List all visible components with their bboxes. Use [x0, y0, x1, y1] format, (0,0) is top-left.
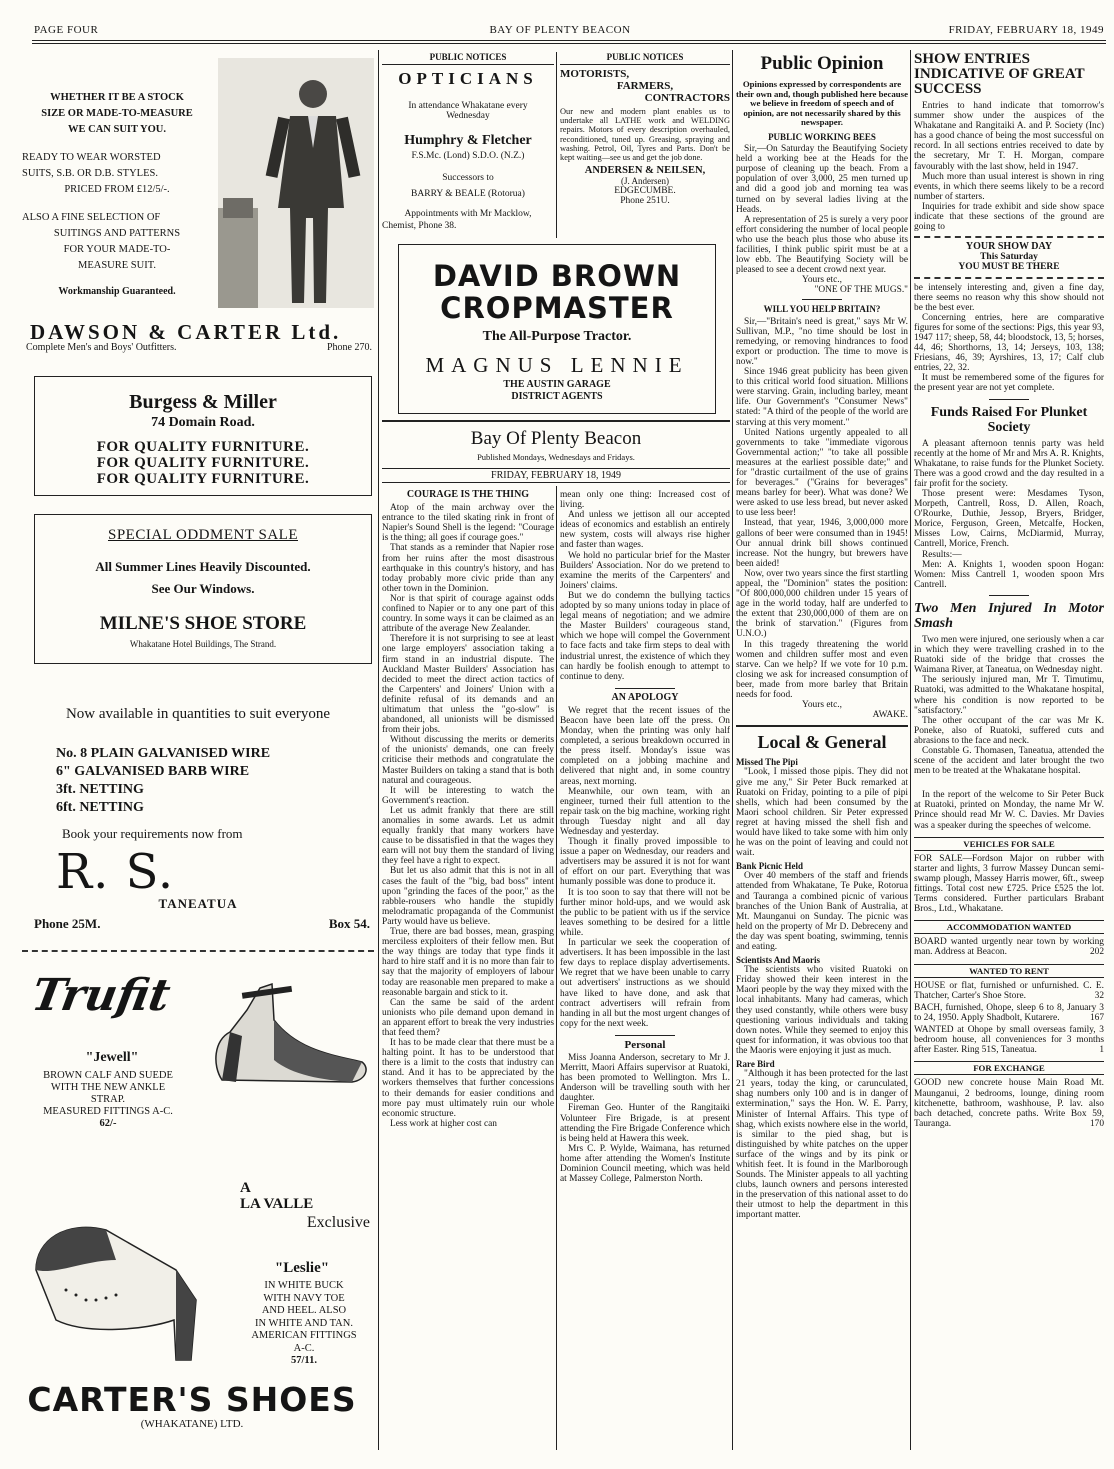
ad-line: IN WHITE AND TAN. [255, 1317, 353, 1329]
masthead-rule [32, 40, 1106, 41]
classified-text: HOUSE or flat, furnished or unfurnished. C. E. Thatcher, Carter's Shoe Store. [914, 980, 1104, 1001]
right-column [914, 52, 1104, 1450]
leslie-name: "Leslie" [274, 1260, 330, 1276]
editorial-continued [560, 490, 730, 1450]
ad-line: SUITS, S.B. OR D.B. STYLES. [22, 168, 158, 179]
paragraph: It must be remembered some of the figures for the present year are not yet complete. [914, 373, 1104, 394]
paragraph: Now, over two years since the first startling appeal, the "Dominion" states the position: "Of 800,000,000 children under 15 years of age in the world today, half are underfed to the extent that 230,000,000 of them are on the brink of starvation." (Figures from U.N.O.) [736, 568, 908, 640]
ricketts-ad [22, 700, 374, 945]
beacon-editorial-masthead [382, 420, 730, 486]
paragraph: That stands as a reminder that Napier rose from her ruins after the most disastrous earthquake in this country's history, and has today probably more civic pride than any other town in the Dominion. [382, 543, 554, 594]
paragraph: Can the same be said of the ardent unionists who pile demand upon demand in an apparent effort to break the very industries that feed them? [382, 997, 554, 1038]
divider [615, 1035, 675, 1036]
classified-text: BOARD wanted urgently near town by working man. Address at Beacon. [914, 937, 1104, 958]
paragraph: We hold no particular brief for the Master Builders' Association. Nor do we pretend to examine the merits of the Carpenters' and Joiners' claims. [560, 550, 730, 591]
ricketts-box: Box 54. [328, 916, 370, 931]
burgess-slogan: FOR QUALITY FURNITURE. [96, 439, 310, 455]
lavalle-exclusive: Exclusive [306, 1214, 370, 1231]
classified-ad: FOR SALE—Fordson Major on rubber with starter and lights, 3 furrow Massey Duncan semi-swamp plough, Massey Harris mower, 6ft., sweep fittings. Total cost new £725. Price £525 the lot. Terms considered. Further particulars Brabant Bros., Ltd., Whakatane. [914, 853, 1104, 915]
ad-line: 57/11. [291, 1355, 317, 1366]
lavalle-a: A [240, 1180, 251, 1196]
ad-line: CONTRACTORS [644, 92, 730, 104]
paragraph: Miss Joanna Anderson, secretary to Mr J. Merritt, Maori Affairs supervisor at Ruatoki, has been promoted to Wellington. Mrs L. Anderson will be travelling south with her daughter. [560, 1052, 730, 1104]
ad-line: A-C. [293, 1342, 315, 1354]
paragraph: The seriously injured man, Mr T. Timutimu, Ruatoki, was admitted to the Whakatane hospital, where his condition is now reported to be "satisfactory." [914, 675, 1104, 716]
ad-line: EDGECUMBE. [614, 186, 676, 197]
paragraph: Those present were: Mesdames Tyson, Morpeth, Cantrell, Ross, D. Allen, Roach, O'Rourke, Duthie, Jessop, Bryers, Bridger, Morice, Ferguson, Green, Metcalfe, Hocken, Misses Low, Cairns, McDiarmid, Murray, Cantrell, Morice, French. [914, 489, 1104, 550]
milnes-shoe-store-ad [34, 514, 372, 664]
ad-line: WE CAN SUIT YOU. [67, 124, 167, 135]
classified-number: 167 [1089, 1012, 1104, 1023]
classified-number: 32 [1094, 990, 1104, 1001]
classified-text: GOOD new concrete house Main Road Mt. Maunganui, 2 bedrooms, lounge, dining room kitchenette, bathroom, washhouse, P. lav. also bach detached, concrete paths. Write Box 59, Tauranga. [914, 1078, 1104, 1129]
paragraph: It has to be made clear that there must be a halting point. It has to be understood that there is a limit to the costs that industry can stand. And it has to be appreciated by the workers themselves that further concessions to their demands for easier conditions and more pay must ultimately ruin our whole economic structure. [382, 1038, 554, 1119]
classified-ad [914, 937, 1104, 957]
motorists-body: Our new and modern plant enables us to undertake all LATHE work and WELDING repairs. Motors of every description overhauled, reconditioned, tuned up. Greasing, spraying and washing. Petrol, Oil, Tyres and Parts. Don't be kept waiting—see us and get the job done. [560, 107, 730, 163]
paragraph: In the report of the welcome to Sir Peter Buck at Ruatoki, printed on Monday, the name Mr W. Prince should read Mr W. C. Davies. Mr Davies was a speaker during the speeches of welcome. [914, 790, 1104, 831]
paragraph: Men: A. Knights 1, wooden spoon Hogan: Women: Miss Cantrell 1, wooden spoon Mrs Cantrell. [914, 559, 1104, 590]
ad-line: Appointments with Mr Macklow, [404, 209, 532, 219]
leslie-copy [230, 1280, 376, 1380]
ad-line: MEASURED FITTINGS A-C. [43, 1106, 173, 1117]
paragraph: A pleasant afternoon tennis party was held recently at the home of Mr and Mrs A. R. Knights, Whakatane, to raise funds for the Plunket Society. There was a good crowd and the day resulted in a fair profit for the society. [914, 438, 1104, 489]
paragraph: It is too soon to say that there will not be further minor hold-ups, and we would ask the public to be patient with us if the service leaves something to be desired for a little while. [560, 887, 730, 938]
ad-line: THE AUSTIN GARAGE [503, 379, 611, 390]
paragraph: But let us also admit that this is not in all cases the fault of the "big, bad boss" intent upon "grinding the faces of the poor," as the rabble-rousers who handle the stupidly melodramatic propaganda of the Communist Party would have us believe. [382, 866, 554, 927]
ad-line: 62/- [99, 1118, 117, 1129]
paragraph: A representation of 25 is surely a very poor effort considering the number of local people who use the beach plus those who abuse its facilities, I think public spirit must be at a low ebb. The Beautifying Society will be pleased to see a decent crowd next year. [736, 214, 908, 276]
paragraph: United Nations urgently appealed to all governments to take "immediate vigorous Governmental action;" "to take all possible measures at the earliest possible date;" and for "drastic curtailment of the use of grains for beverages." ("Grains for beverages" means barley for beer). What was done? We were asked to use less bread, but never asked to use less beer! [736, 427, 908, 519]
paragraph: Constable G. Thomasen, Taneatua, attended the scene of the accident and later brought the two men to be treated at the Whakatane hospital. [914, 745, 1104, 777]
milnes-address: Whakatane Hotel Buildings, The Strand. [129, 639, 277, 649]
column-rule [556, 486, 557, 1450]
ricketts-item: No. 8 PLAIN GALVANISED WIRE [56, 746, 271, 761]
ad-line: DISTRICT AGENTS [511, 391, 603, 402]
paragraph: In this tragedy threatening the world women and children suffer most and even starve. Can we help? If we vote for 10 p.m. closing we ask for increased consumption of beer, made from more barley that Britain needs for food. [736, 639, 908, 701]
ad-line: (J. Andersen) [621, 176, 669, 187]
masthead-rule-2 [32, 43, 1106, 44]
classified-number: 1 [1099, 1045, 1104, 1056]
carters-name: CARTER'S SHOES [27, 1380, 357, 1419]
ricketts-item: 3ft. NETTING [56, 782, 144, 797]
paragraph: Less work at higher cost can [390, 1118, 497, 1129]
ad-line: SIZE OR MADE-TO-MEASURE [41, 108, 193, 119]
ad-line: BROWN CALF AND SUEDE [43, 1070, 173, 1081]
paragraph: Two men were injured, one seriously when a car in which they were travelling crashed in to the Ruatoki side of the bridge that crosses the Waimana River, at Taneatua, on Wednesday night. [914, 634, 1104, 676]
divider [736, 725, 908, 727]
optician-firm: Humphry & Fletcher [404, 133, 532, 148]
dawson-name: DAWSON & CARTER Ltd. [30, 320, 342, 344]
beacon-title: Bay Of Plenty Beacon [470, 428, 642, 449]
paragraph: Meanwhile, our own team, with an engineer, turned their full attention to the repair task on the big machine, working right through Tuesday night and all day Wednesday and yesterday. [560, 786, 730, 837]
classified-text: WANTED at Ohope by small overseas family, 3 bedroom house, all conveniences for 3 months after Easter. Ring 51S, Taneatua. [914, 1025, 1104, 1056]
cropmaster-tagline: The All-Purpose Tractor. [482, 329, 632, 344]
classified-ad [914, 1003, 1104, 1023]
public-notices-header: PUBLIC NOTICES [560, 52, 730, 65]
man-in-suit-illustration [218, 58, 374, 308]
ricketts-name: R. S. [56, 844, 175, 900]
column-rule [910, 50, 911, 1450]
burgess-name: Burgess & Miller [129, 391, 277, 413]
paragraph: Much more than usual interest is shown in ring events, in which there seems likely to be a record number of starters. [914, 171, 1104, 202]
divider [989, 399, 1029, 400]
ad-line: SUITINGS AND PATTERNS [53, 228, 181, 239]
milnes-line: See Our Windows. [151, 581, 255, 596]
ad-line: WITH NAVY TOE [263, 1292, 345, 1304]
paragraph: Let us admit frankly that there are still anomalies in some awards. Let us admit equally frankly that many workers have cause to be dissatisfied in that the wages they earn will not buy them the standard of living they feel have a right to expect. [382, 805, 554, 867]
page-number: PAGE FOUR [34, 24, 99, 36]
classified-ad [914, 1078, 1104, 1128]
carters-shoes-ad [12, 960, 376, 1450]
ad-line: Workmanship Guaranteed. [58, 286, 176, 297]
david-brown-cropmaster-ad [398, 244, 716, 414]
article-heading: WILL YOU HELP BRITAIN? [763, 304, 881, 315]
editorial-courage [382, 490, 554, 1450]
paragraph: Over 40 members of the staff and friends attended from Whakatane, Te Puke, Rotorua and Tauranga a combined picnic of various branches of the Union Bank of Australia, at Mt. Maunganui on Sunday. The picnic was held on the property of Mr D. Debreceny and the day was spent boating, swimming, tennis and eating. [736, 871, 908, 952]
milnes-name: MILNE'S SHOE STORE [99, 613, 307, 634]
cropmaster-line: CROPMASTER [440, 291, 674, 325]
paragraph: We regret that the recent issues of the Beacon have been late off the press. On Monday, when the printing was only half completed, a serious breakdown occurred in the press itself. Monday's issue was completed on a jobbing machine and delivered that night and, in some country areas, next morning. [560, 705, 730, 787]
ad-line: F.S.Mc. (Lond) S.D.O. (N.Z.) [411, 151, 525, 161]
column-rule [732, 50, 733, 1450]
classified-number: 170 [1089, 1118, 1104, 1129]
paragraph: The other occupant of the car was Mr K. Poneke, also of Ruatoki, suffered cuts and abrasions to the face and neck. [914, 715, 1104, 746]
article-heading: AN APOLOGY [611, 691, 679, 703]
ad-line: WHETHER IT BE A STOCK [50, 92, 184, 103]
section-heading: Public Opinion [760, 53, 884, 74]
divider [802, 299, 842, 300]
lavalle-name: LA VALLE [240, 1196, 314, 1212]
jewell-copy [18, 1070, 198, 1144]
trufit-logo: Trufit [27, 970, 174, 1021]
paragraph: Mrs C. P. Wylde, Waimana, has returned home after attending the Women's Institute Dominion Council meeting, which was held at Massey College, Palmerston North. [560, 1143, 730, 1185]
paragraph: But we do condemn the bullying tactics adopted by so many unions today in place of legal means of negotiation; and we admire the Master Builders' courageous stand, which we hope will compel the Government to face facts and take firm steps to deal with industrial unrest, the existence of which they can hardly be foolish enough to attempt to continue to deny. [560, 590, 730, 682]
jewell-name: "Jewell" [85, 1050, 139, 1065]
column-rule [378, 50, 379, 1450]
paragraph: The scientists who visited Ruatoki on Friday showed their keen interest in the Maori people by the way they mixed with the local inhabitants. Many had cameras, which they used constantly, while others were busy questioning various individuals and taking down notes. While they seemed to enjoy this quest for information, it was obvious too that the Maoris were enjoying it just as much. [736, 965, 908, 1056]
ad-line: MOTORISTS, [560, 68, 630, 80]
ad-line: PRICED FROM £12/5/-. [64, 184, 170, 195]
ad-line: STRAP. [90, 1094, 126, 1105]
show-box-line: YOUR SHOW DAY [965, 241, 1053, 253]
signoff: AWAKE. [872, 710, 908, 721]
article-heading: Personal [624, 1038, 666, 1051]
ad-line: BARRY & BEALE (Rotorua) [411, 189, 525, 199]
ad-line: WITH THE NEW ANKLE [50, 1082, 166, 1093]
milnes-title: SPECIAL ODDMENT SALE [107, 527, 298, 543]
paragraph: And unless we jettison all our accepted ideas of economics and establish an entirely new system, costs will always rise higher and faster than wages. [560, 510, 730, 551]
ricketts-headline: Now available in quantities to suit everyone [65, 706, 331, 722]
paragraph: Without discussing the merits or demerits of the unionists' demands, one can freely criticise their methods and congratulate the Master Builders on taking a stand that is both natural and courageous. [382, 735, 554, 786]
ricketts-town: TANEATUA [158, 896, 238, 911]
ad-line: IN WHITE BUCK [264, 1280, 344, 1291]
section-heading: SHOW ENTRIES INDICATIVE OF GREAT SUCCESS [914, 52, 1085, 97]
classified-text: BACH, furnished, Ohope, sleep 6 to 8, January 3 to 24, 1950. Apply Shadbolt, Kutarere. [914, 1002, 1104, 1023]
article-heading: PUBLIC WORKING BEES [768, 131, 876, 142]
paragraph: True, there are bad bosses, mean, grasping merciless exploiters of their fellow men. But the way things are today that type finds it hard to hire staff and it is no more than fair to say that the majority of employers of labour today are reasonable men prepared to make a reasonable bargain and stick to it. [382, 927, 554, 998]
dawson-carter-ad [22, 58, 374, 358]
ad-line: AMERICAN FITTINGS [251, 1330, 357, 1341]
ad-line: Wednesday [446, 111, 490, 121]
carters-sub: (WHAKATANE) LTD. [140, 1418, 244, 1430]
ricketts-book: Book your requirements now from [62, 826, 243, 841]
classified-heading: FOR EXCHANGE [914, 1061, 1104, 1075]
classified-ad [914, 1025, 1104, 1055]
signoff: Yours etc., [802, 275, 842, 286]
section-heading: Local & General [757, 732, 887, 753]
paragraph: In particular we seek the cooperation of advertisers. It has been impossible in the last few days to replace display advertisements. We regret that we have been unable to carry out advertisers' instructions as we should have liked to have done, and ask that contract advertisers will refrain from handing in all but the most urgent changes of copy for the next week. [560, 938, 730, 1029]
paragraph: Sir,—"Britain's need is great," says Mr W. Sullivan, M.P., "no time should be lost in remedying, or removing hindrances to food export or production. The time to move is now." [736, 316, 908, 367]
beacon-sub: Published Mondays, Wednesdays and Fridays. [477, 452, 635, 462]
paragraph: Atop of the main archway over the entrance to the tiled skating rink in front of Napier's Sound Shell is the legend: "Courage is the thing; all goes if courage goes." [382, 503, 554, 544]
burgess-slogan: FOR QUALITY FURNITURE. [96, 471, 310, 487]
column-rule [556, 52, 557, 238]
ad-line: Phone 251U. [620, 196, 670, 207]
ad-line: Chemist, Phone 38. [382, 221, 457, 231]
paragraph: "Look, I missed those pipis. They did not give me any," Sir Peter Buck remarked at Ruatoki on Friday, pointing to a pile of pipi shells, which had been consumed by the Maori school children. Sir Peter expressed regret at having missed the shell fish and would have liked to take some with him only he was on the point of leaving and could not wait. [736, 767, 908, 859]
paragraph: Results:— [922, 549, 962, 560]
ad-line: READY TO WEAR WORSTED [22, 152, 161, 163]
paragraph: Since 1946 great publicity has been given to this critical world food situation. Millions were starving. Grain, including barley, meant life. Our Government's "Consumer News" stated: "A third of the people of the world are starving at this very moment." [736, 367, 908, 428]
ad-line: FARMERS, [616, 80, 674, 92]
public-opinion-column [736, 52, 908, 1450]
paragraph: Instead, that year, 1946, 3,000,000 more gallons of beer were consumed than in 1945! Our annual drink bill shows continued increase. Not the hungry, but brewers have been aided! [736, 518, 908, 569]
paragraph: Fireman Geo. Hunter of the Rangitaiki Volunteer Fire Brigade, is at present attending the Fire Brigade Conference which is being held at Hawera this week. [560, 1103, 730, 1144]
article-heading: Scientists And Maoris [736, 955, 821, 966]
ad-line: AND HEEL. ALSO [261, 1305, 347, 1316]
show-box-line: This Saturday [980, 252, 1038, 263]
ricketts-phone: Phone 25M. [34, 916, 101, 931]
article-heading: Rare Bird [736, 1059, 775, 1070]
paragraph: Nor is that spirit of courage against odds confined to Napier or to any one part of this country. In some ways it can be claimed as an attribute of the average New Zealander. [382, 593, 554, 635]
motorists-notice [560, 52, 730, 242]
jewell-shoe-illustration [202, 970, 372, 1090]
divider [615, 688, 675, 689]
classified-number: 202 [1089, 947, 1104, 958]
cropmaster-line: DAVID BROWN [432, 259, 682, 291]
classified-heading: WANTED TO RENT [914, 964, 1104, 978]
ad-line: ANDERSEN & NEILSEN, [584, 165, 706, 177]
divider [989, 595, 1029, 596]
article-heading: COURAGE IS THE THING [406, 490, 530, 500]
article-heading: Bank Picnic Held [736, 861, 804, 872]
paragraph: It will be interesting to watch the Government's reaction. [382, 785, 554, 806]
ad-line: FOR YOUR MADE-TO- [63, 244, 171, 255]
ricketts-item: 6" GALVANISED BARB WIRE [56, 764, 250, 779]
classified-ad [914, 981, 1104, 1001]
paragraph: be intensely interesting and, given a fine day, there seems no reason why this show should not be the best ever. [914, 282, 1104, 313]
paragraph: Though it finally proved impossible to issue a paper on Wednesday, our readers and advertisers may be assured it is not for want of effort on our part. Everything that was humanly possible was done to produce it. [560, 837, 730, 888]
opticians-title: OPTICIANS [398, 69, 538, 88]
classified-heading: ACCOMMODATION WANTED [914, 920, 1104, 934]
show-day-box [914, 236, 1104, 278]
signoff: "ONE OF THE MUGS." [814, 285, 908, 296]
burgess-address: 74 Domain Road. [151, 415, 255, 430]
ad-line: Successors to [442, 173, 494, 183]
show-box-line: YOU MUST BE THERE [958, 262, 1060, 273]
ad-line: MEASURE SUIT. [78, 260, 156, 271]
article-heading: Missed The Pipi [736, 757, 798, 768]
paragraph: Inquiries for trade exhibit and side show space indicate that these sections of the ground are going to [914, 201, 1104, 233]
paragraph: "Although it has been protected for the last 21 years, today the king, or carunculated, shag numbers only 100 and is in danger of extermination," says the Hon. W. E. Parry, Minister of Internal Affairs. This type of shag, which exists nowhere else in the world, is similar to the pied shag, but is distinguished by white patches on the upper surface of the wings and by its pink or whitish feet. It is found in the Marlborough Sounds. The Minister appeals to all yachting clubs, launch owners and persons interested in the preservation of this national asset to do their utmost to help the department in this important matter. [736, 1069, 908, 1221]
beacon-date: FRIDAY, FEBRUARY 18, 1949 [382, 468, 730, 483]
leslie-shoe-illustration [26, 1150, 226, 1370]
classified-heading: VEHICLES FOR SALE [914, 837, 1104, 851]
article-heading: Funds Raised For Plunket Society [930, 404, 1088, 435]
burgess-slogan: FOR QUALITY FURNITURE. [96, 455, 310, 471]
opinion-note: Opinions expressed by correspondents are their own and, though published here because we believe in freedom of speech and of opinion, are not necessarily shared by this newspaper. [736, 79, 908, 128]
article-heading: Two Men Injured In Motor Smash [914, 600, 1104, 631]
paragraph: mean only one thing: Increased cost of living. [560, 490, 730, 511]
burgess-miller-ad [34, 376, 372, 496]
public-notices-header: PUBLIC NOTICES [382, 52, 554, 65]
divider [22, 950, 374, 952]
milnes-line: All Summer Lines Heavily Discounted. [95, 559, 311, 574]
paragraph: Entries to hand indicate that tomorrow's summer show under the auspices of the Whakatane and Rangitaiki A. and P. Society (Inc) has a good chance of being the most successful on record. In all sections entries received to date by the secretary, Mr T. H. Morgan, compare favourably with the last show, held in 1947. [914, 101, 1104, 172]
dawson-phone: Phone 270. [327, 342, 372, 353]
signoff: Yours etc., [802, 700, 842, 711]
paragraph: Concerning entries, here are comparative figures for some of the sections: Pigs, this year 93, 1947 117; sheep, 58, 44; bloodstock, 13, 5; horses, 44, 46; Shorthorns, 13, 14; Jerseys, 103, 138; Friesians, 46, 39; Ayrshires, 13, 17; Calf club entries, 22, 32. [914, 312, 1104, 374]
paper-name: BAY OF PLENTY BEACON [489, 24, 631, 36]
dawson-copy [22, 90, 212, 320]
issue-date: FRIDAY, FEBRUARY 18, 1949 [948, 24, 1104, 36]
paragraph: Therefore it is not surprising to see at least one large employers' association taking a firm stand in an industrial dispute. The Auckland Master Builders' Association has decided to meet the direct action tactics of the Carpenters' and Joiners' Union with a definite refusal of its demands and an ultimatum that unless the "go-slow" is abandoned, all unionists will be dismissed from their jobs. [382, 634, 554, 736]
paragraph: Sir,—On Saturday the Beautifying Society held a working bee at the Heads for the purpose of cleaning up the beach. From a population of over 3,000, 25 men turned up and did a good job and morning tea was turned on by several ladies living at the Heads. [736, 144, 908, 215]
ricketts-item: 6ft. NETTING [56, 800, 144, 815]
magnus-lennie: MAGNUS LENNIE [425, 353, 689, 377]
dawson-sub: Complete Men's and Boys' Outfitters. [26, 342, 177, 353]
ad-line: In attendance Whakatane every [408, 101, 528, 111]
ad-line: ALSO A FINE SELECTION OF [22, 212, 161, 223]
